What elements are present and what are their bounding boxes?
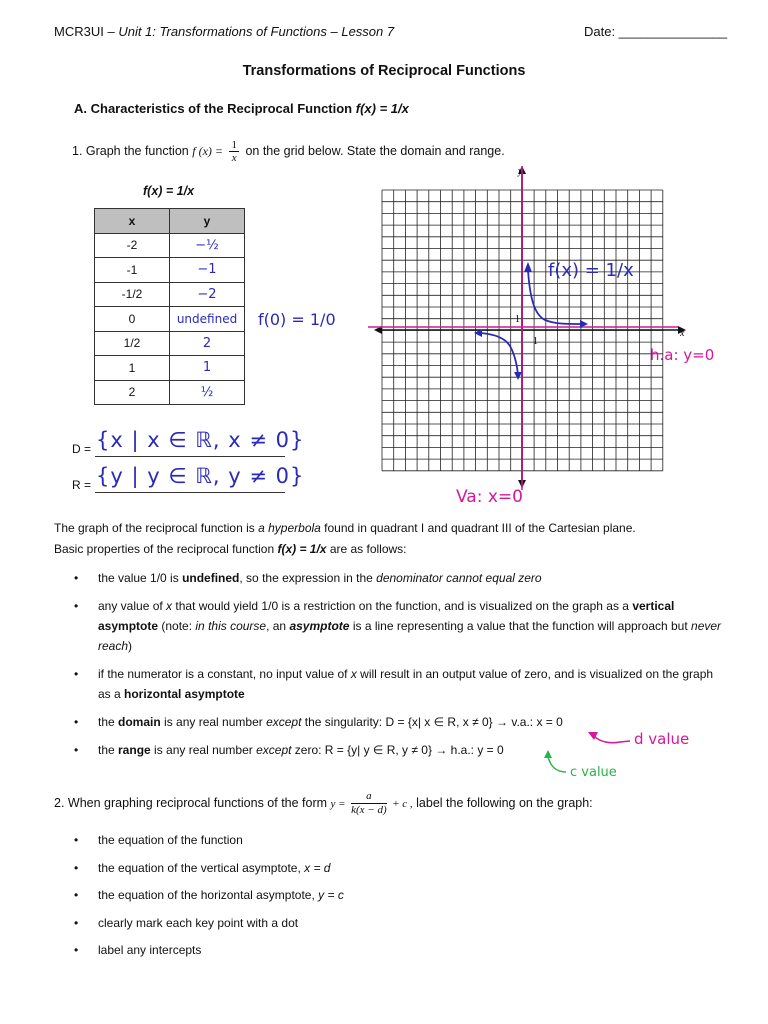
cell-y: undefined	[170, 307, 245, 332]
y-axis-label: y	[518, 166, 523, 177]
table-row	[95, 331, 245, 356]
range-handwritten: {y | y ∈ ℝ, y ≠ 0}	[96, 464, 305, 488]
list-item: • label any intercepts	[74, 943, 202, 957]
list-item: • clearly mark each key point with a dot	[74, 915, 299, 930]
header-unit-lesson: Unit 1: Transformations of Functions – Lesson 7	[118, 24, 395, 39]
table-row	[95, 282, 245, 307]
list-item: • the equation of the horizontal asymptote, y = c	[74, 888, 344, 902]
tick-one-x: 1	[533, 336, 538, 347]
fraction-a-over-kx-d: $\frac{a}{k(x - d)}$	[351, 790, 387, 816]
d-value-annotation: d value	[634, 730, 690, 748]
table-row	[95, 356, 245, 381]
table-row	[95, 380, 245, 405]
question-1: 1. Graph the function f (x) = $\frac{1}{x}$ on the grid below. State the domain and range.	[72, 139, 505, 164]
cell-y: ½	[170, 380, 245, 405]
table-row	[95, 307, 245, 332]
function-annotation: f(x) = 1/x	[548, 260, 634, 281]
graph-labels-list	[74, 830, 724, 968]
ha-annotation: h.a: y=0	[650, 346, 715, 364]
list-item: • the range is any real number except zero: R = {y| y ∈ R, y ≠ 0} → h.a.: y = 0	[74, 743, 504, 757]
cell-y: −½	[170, 233, 245, 258]
table-row	[95, 258, 245, 283]
section-a-heading: A. Characteristics of the Reciprocal Function f(x) = 1/x	[74, 101, 409, 116]
cell-x: 1	[95, 356, 170, 381]
domain-label: D =	[72, 442, 92, 456]
table-header-x: x	[95, 209, 170, 234]
arrow-icon	[544, 750, 552, 758]
cell-y: −1	[170, 258, 245, 283]
paragraph-line-2: Basic properties of the reciprocal function f(x) = 1/x are as follows:	[54, 542, 407, 556]
value-annotations	[540, 722, 720, 782]
paragraph-line-1: The graph of the reciprocal function is a hyperbola found in quadrant I and quadrant III of the Cartesian plane.	[54, 521, 636, 535]
fraction-one-over-x: $\frac{1}{x}$	[231, 139, 237, 164]
list-item: • any value of x that would yield 1/0 is a restriction on the function, and is visualized on the graph as a vertical asymptote (note: in this course, an asymptote is a line representing a value that the function will approach but never reach)	[74, 599, 722, 653]
coordinate-grid	[360, 160, 768, 520]
list-item: • the equation of the vertical asymptote, x = d	[74, 860, 331, 875]
domain-underline	[95, 456, 285, 457]
cell-x: 2	[95, 380, 170, 405]
range-label: R =	[72, 478, 92, 492]
page-title: Transformations of Reciprocal Functions	[242, 63, 526, 79]
header-date: Date: _______________	[584, 24, 728, 39]
cell-y: 1	[170, 356, 245, 381]
cell-y: −2	[170, 282, 245, 307]
function-label: f (x) =	[192, 143, 223, 158]
table-row	[95, 233, 245, 258]
table-header-row	[95, 209, 245, 234]
cell-x: -1	[95, 258, 170, 283]
x-axis-label: x	[680, 328, 685, 339]
cell-x: 0	[95, 307, 170, 332]
cell-x: -2	[95, 233, 170, 258]
table-title: f(x) = 1/x	[143, 184, 195, 198]
cell-x: 1/2	[95, 331, 170, 356]
tick-one-y: 1	[515, 314, 520, 325]
list-item: • the value 1/0 is undefined, so the expression in the denominator cannot equal zero	[74, 571, 542, 585]
va-annotation: Va: x=0	[456, 487, 523, 507]
list-item: • the domain is any real number except the singularity: D = {x| x ∈ R, x ≠ 0} → v.a.: x = 0	[74, 715, 563, 729]
f-of-zero-note: f(0) = 1/0	[258, 310, 336, 329]
cell-y: 2	[170, 331, 245, 356]
c-value-annotation: c value	[570, 765, 617, 780]
header-course: MCR3UI – Unit 1: Transformations of Functions – Lesson 7	[54, 24, 395, 39]
domain-handwritten: {x | x ∈ ℝ, x ≠ 0}	[96, 428, 305, 452]
question-2: 2. When graphing reciprocal functions of the form y = $\frac{a}{k(x - d)}$ + c , label the following on the graph:	[54, 790, 593, 816]
list-item: • if the numerator is a constant, no input value of x will result in an output value of zero, and is visualized on the graph as a horizontal asymptote	[74, 667, 714, 701]
list-item: • the equation of the function	[74, 833, 243, 847]
xy-table	[94, 208, 245, 405]
range-underline	[95, 492, 285, 493]
table-header-y: y	[170, 209, 245, 234]
cell-x: -1/2	[95, 282, 170, 307]
